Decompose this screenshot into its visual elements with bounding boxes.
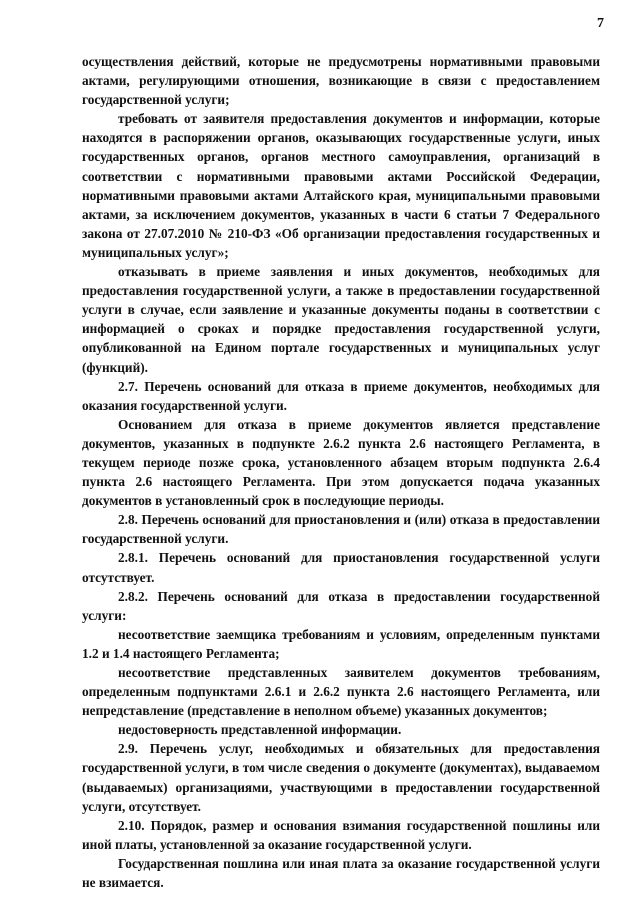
page-number: 7 <box>597 16 604 31</box>
list-item: несоответствие заемщика требованиям и условиям, определенным пунктами 1.2 и 1.4 настоящего Регламента; <box>82 626 600 661</box>
document-body <box>82 52 600 892</box>
section-heading: 2.8. Перечень оснований для приостановления и (или) отказа в предоставлении государственной услуги. <box>82 512 600 547</box>
section-heading: 2.9. Перечень услуг, необходимых и обязательных для предоставления государственной услуги, в том числе сведения о документе (документах), выдаваемом (выдаваемых) организациями, участвующими в предоставлении государственной услуги, отсутствует. <box>82 741 600 814</box>
section-heading: 2.7. Перечень оснований для отказа в приеме документов, необходимых для оказания государственной услуги. <box>82 378 600 413</box>
paragraph: отказывать в приеме заявления и иных документов, необходимых для предоставления государственной услуги, а также в предоставлении государственной услуги в случае, если заявление и указанные документы поданы в соответствии с информацией о сроках и порядке предоставления государственной услуги, опубликованной на Едином портале государственных и муниципальных услуг (функций). <box>82 264 600 375</box>
paragraph: требовать от заявителя предоставления документов и информации, которые находятся в распоряжении органов, оказывающих государственные услуги, иных государственных органов, органов местного самоуправления, организаций в соответствии с нормативными правовыми актами Российской Федерации, нормативными правовыми актами Алтайского края, муниципальными правовыми актами, за исключением документов, указанных в части 6 статьи 7 Федерального закона от 27.07.2010 № 210-ФЗ «Об организации предоставления государственных и муниципальных услуг»; <box>82 111 600 260</box>
paragraph: Основанием для отказа в приеме документов является представление документов, указанных в подпункте 2.6.2 пункта 2.6 настоящего Регламента, в текущем периоде позже срока, установленного абзацем вторым подпункта 2.6.4 пункта 2.6 настоящего Регламента. При этом допускается подача указанных документов в установленный срок в последующие периоды. <box>82 416 600 509</box>
paragraph: Государственная пошлина или иная плата за оказание государственной услуги не взимается. <box>82 855 600 891</box>
paragraph: 2.8.2. Перечень оснований для отказа в предоставлении государственной услуги: <box>82 588 600 623</box>
list-item: недостоверность представленной информации. <box>118 722 402 738</box>
paragraph: осуществления действий, которые не предусмотрены нормативными правовыми актами, регулирующими отношения, возникающие в связи с предоставлением государственной услуги; <box>82 54 600 108</box>
section-heading: 2.10. Порядок, размер и основания взимания государственной пошлины или иной платы, установленной за оказание государственной услуги. <box>82 817 600 852</box>
list-item: несоответствие представленных заявителем документов требованиям, определенным подпунктами 2.6.1 и 2.6.2 пункта 2.6 настоящего Регламента, или непредставление (представление в неполном объеме) указанных документов; <box>82 665 600 719</box>
paragraph: 2.8.1. Перечень оснований для приостановления государственной услуги отсутствует. <box>82 550 600 585</box>
